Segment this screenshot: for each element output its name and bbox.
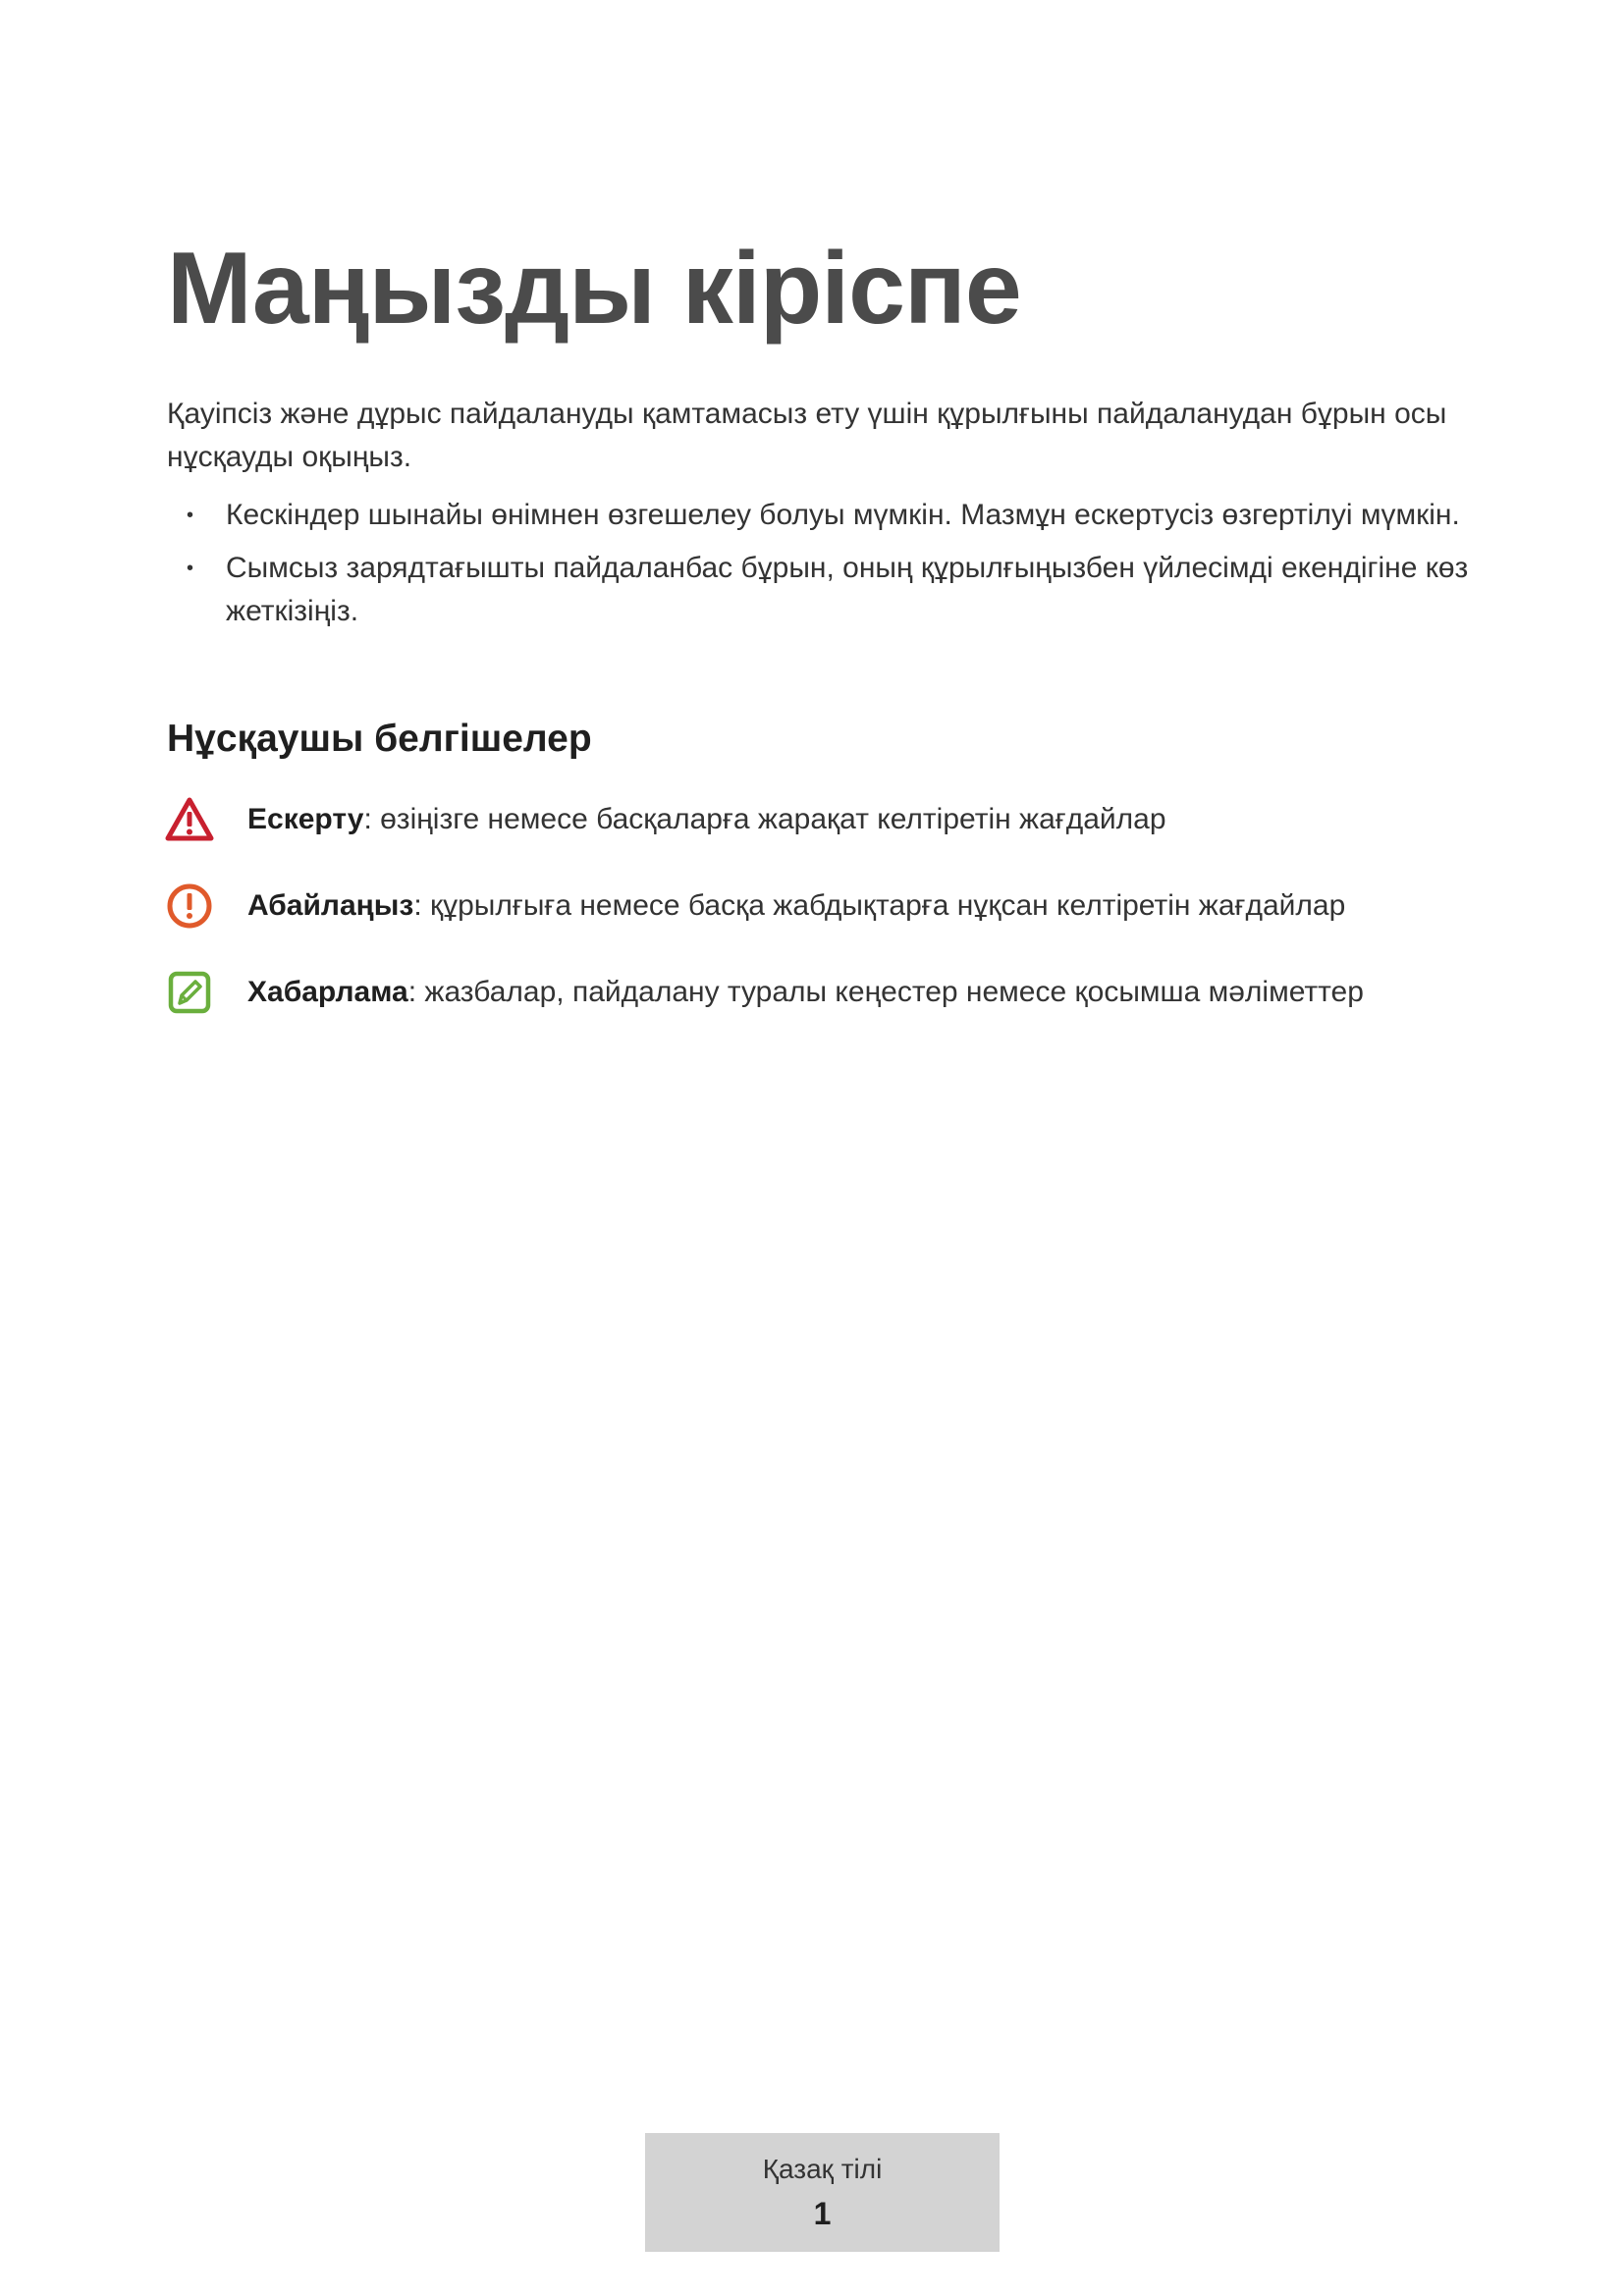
page-number: 1 [813,2196,832,2231]
notice-text [247,886,1345,926]
notice-term: Абайлаңыз [247,889,414,922]
notice-separator: : [413,889,430,922]
section-title: Нұсқаушы белгішелер [167,718,592,760]
bullet-text: Сымсыз зарядтағышты пайдаланбас бұрын, оның құрылғыңызбен үйлесімді екендігіне көз жеткізіңіз. [226,552,1469,627]
notice-text [247,973,1364,1012]
notice-caution [165,881,1500,932]
notice-separator: : [363,803,381,835]
bullet-item [167,547,1483,633]
intro-paragraph: Қауіпсіз және дұрыс пайдалануды қамтамасыз ету үшін құрылғыны пайдаланудан бұрын осы нұсқауды оқыңыз. [167,398,1447,473]
page-footer [645,2133,1000,2252]
caution-circle-icon [165,881,214,931]
notice-warning [165,794,1500,845]
bullet-list [167,494,1483,643]
notice-note [165,967,1500,1018]
notice-term: Ескерту [247,803,364,835]
note-pencil-icon [165,968,214,1017]
bullet-dot: • [187,505,194,526]
page-title: Маңызды кіріспе [167,232,1021,346]
notice-description: жазбалар, пайдалану туралы кеңестер немесе қосымша мәліметтер [424,976,1364,1008]
bullet-item [167,494,1483,537]
notice-description: құрылғыға немесе басқа жабдықтарға нұқсан келтіретін жағдайлар [430,889,1346,922]
notice-description: өзіңізге немесе басқаларға жарақат келтіретін жағдайлар [380,803,1166,835]
warning-triangle-icon [165,795,214,844]
bullet-dot: • [187,558,194,579]
bullet-text: Кескіндер шынайы өнімнен өзгешелеу болуы мүмкін. Мазмұн ескертусіз өзгертілуі мүмкін. [226,499,1460,531]
notice-separator: : [407,976,425,1008]
notice-text [247,800,1166,839]
notice-term: Хабарлама [247,976,408,1008]
footer-language: Қазақ тілі [762,2154,883,2184]
